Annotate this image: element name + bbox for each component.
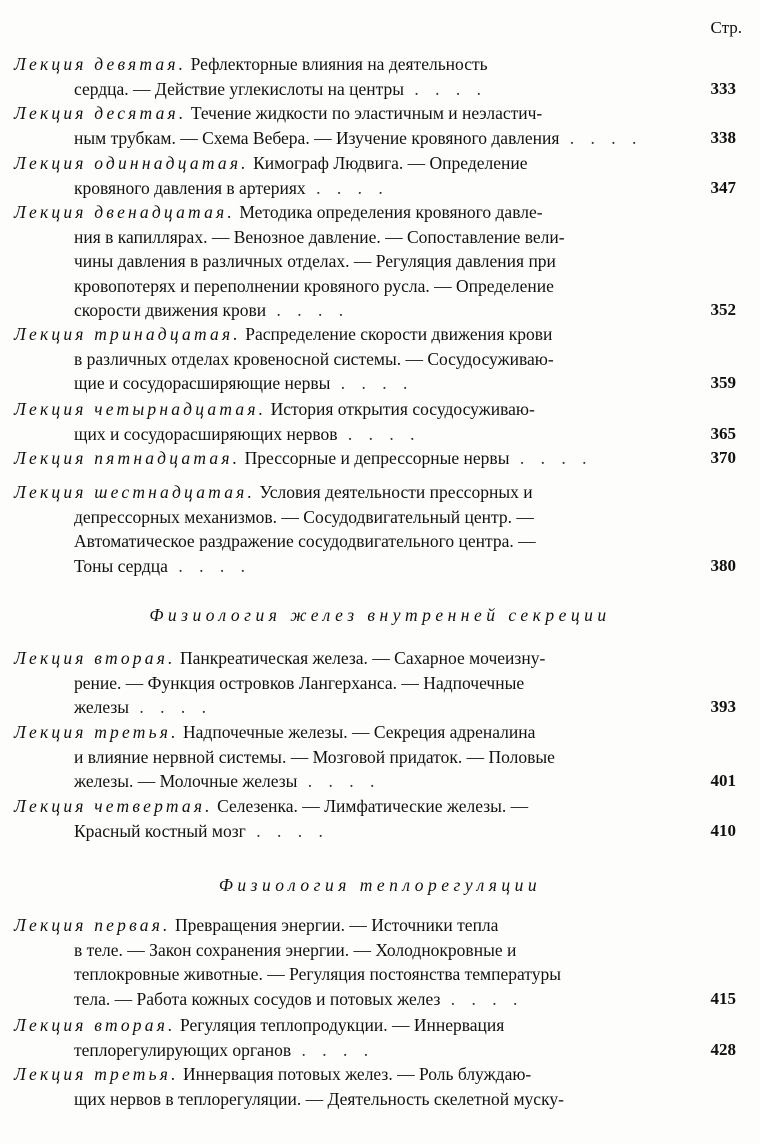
lecture-topics: Течение жидкости по эластичным и неэластич-: [186, 103, 543, 123]
toc-line: [74, 225, 565, 249]
toc-line: [14, 52, 488, 76]
lecture-topics: кровопотерях и переполнении кровяного русла. — Определение: [74, 275, 554, 296]
page-number: 347: [710, 177, 736, 197]
toc-line: [74, 695, 212, 719]
toc-line: [74, 505, 534, 529]
lecture-topics: Условия деятельности прессорных и: [255, 482, 533, 502]
toc-line: [14, 913, 498, 937]
lecture-topics: сердца. — Действие углекислоты на центры: [74, 78, 404, 99]
leader-dots: . . . .: [403, 78, 487, 99]
lecture-topics: рение. — Функция островков Лангерханса. — Надпочечные: [74, 672, 525, 693]
lecture-topics: История открытия сосудосуживаю-: [266, 399, 535, 419]
toc-line: [74, 371, 413, 395]
lecture-topics: щих нервов в теплорегуляции. — Деятельность скелетной муску-: [74, 1088, 564, 1109]
lecture-topics: Красный костный мозг: [74, 820, 246, 841]
lecture-topics: чины давления в различных отделах. — Регуляция давления при: [74, 251, 556, 272]
leader-dots: . . . .: [245, 820, 329, 841]
toc-line: [14, 397, 535, 421]
page-number: 352: [710, 300, 736, 320]
leader-dots: . . . .: [266, 300, 350, 321]
toc-line: [74, 1038, 374, 1062]
toc-line: [14, 646, 545, 670]
lecture-topics: депрессорных механизмов. — Сосудодвигательный центр. —: [74, 506, 534, 527]
toc-line: [74, 819, 329, 843]
lecture-topics: Прессорные и депрессорные нервы: [240, 448, 510, 468]
toc-line: [14, 151, 528, 175]
lecture-label: Лекция девятая.: [14, 54, 187, 74]
toc-line: [74, 422, 421, 446]
toc-line: [14, 794, 528, 818]
lecture-topics: скорости движения крови: [74, 300, 267, 321]
lecture-label: Лекция пятнадцатая.: [14, 448, 241, 468]
lecture-topics: теплорегулирующих органов: [74, 1039, 292, 1060]
page-number: 410: [710, 820, 736, 840]
lecture-topics: Методика определения кровяного давле-: [234, 202, 543, 222]
leader-dots: . . . .: [337, 423, 421, 444]
lecture-label: Лекция двенадцатая.: [14, 202, 235, 222]
leader-dots: . . . .: [291, 1039, 375, 1060]
lecture-topics: ния в капиллярах. — Венозное давление. — Сопоставление вели-: [74, 226, 565, 247]
toc-line: [14, 1013, 504, 1037]
toc-line: [74, 249, 556, 273]
toc-line: [74, 529, 536, 553]
lecture-topics: ным трубкам. — Схема Вебера. — Изучение кровяного давления: [74, 127, 560, 148]
lecture-label: Лекция тринадцатая.: [14, 324, 241, 344]
leader-dots: . . . .: [330, 373, 414, 394]
lecture-topics: Панкреатическая железа. — Сахарное мочеизну-: [175, 648, 546, 668]
leader-dots: . . . .: [559, 127, 643, 148]
page-column-label: Стр.: [710, 18, 742, 37]
lecture-topics: Иннервация потовых желез. — Роль блуждаю-: [178, 1064, 532, 1084]
leader-dots: . . . .: [509, 448, 593, 468]
toc-line: [74, 347, 554, 371]
lecture-topics: Превращения энергии. — Источники тепла: [170, 915, 499, 935]
page-number: 401: [710, 771, 736, 791]
toc-line: [74, 77, 487, 101]
lecture-topics: тела. — Работа кожных сосудов и потовых желез: [74, 988, 441, 1009]
lecture-label: Лекция вторая.: [14, 1015, 176, 1035]
page-number: 380: [710, 555, 736, 575]
lecture-label: Лекция одиннадцатая.: [14, 153, 249, 173]
page-number: 333: [710, 78, 736, 98]
toc-line: [74, 274, 554, 298]
leader-dots: . . . .: [305, 177, 389, 198]
lecture-label: Лекция третья.: [14, 1064, 179, 1084]
page-number: 393: [710, 697, 736, 717]
lecture-topics: Распределение скорости движения крови: [240, 324, 553, 344]
lecture-topics: Тоны сердца: [74, 555, 168, 576]
toc-line: [74, 962, 561, 986]
lecture-topics: Регуляция теплопродукции. — Иннервация: [175, 1015, 505, 1035]
lecture-topics: Рефлекторные влияния на деятельность: [186, 54, 488, 74]
toc-line: [74, 987, 523, 1011]
lecture-topics: Кимограф Людвига. — Определение: [248, 153, 528, 173]
section-title: Физиология теплорегуляции: [218, 875, 542, 895]
lecture-topics: теплокровные животные. — Регуляция постоянства температуры: [74, 964, 561, 985]
lecture-topics: Надпочечные железы. — Секреция адреналина: [178, 722, 536, 742]
toc-line: [74, 745, 555, 769]
page-number: 370: [710, 448, 736, 467]
toc-line: [74, 938, 516, 962]
lecture-topics: кровяного давления в артериях: [74, 177, 306, 198]
toc-line: [14, 101, 542, 125]
toc-line: [74, 769, 380, 793]
toc-line: [74, 1087, 564, 1111]
toc-line: [74, 554, 251, 578]
section-title: Физиология желез внутренней секреции: [149, 605, 611, 625]
page-number: 415: [710, 988, 736, 1008]
toc-line: [74, 671, 524, 695]
toc-line: [74, 298, 349, 322]
lecture-label: Лекция четырнадцатая.: [14, 399, 267, 419]
toc-line: [14, 446, 592, 470]
lecture-topics: железы. — Молочные железы: [74, 771, 298, 792]
leader-dots: . . . .: [129, 697, 213, 718]
toc-line: [14, 480, 533, 504]
leader-dots: . . . .: [440, 988, 524, 1009]
lecture-label: Лекция четвертая.: [14, 796, 213, 816]
lecture-topics: щие и сосудорасширяющие нервы: [74, 373, 331, 394]
lecture-label: Лекция третья.: [14, 722, 179, 742]
lecture-topics: в различных отделах кровеносной системы. — Сосудосуживаю-: [74, 348, 554, 369]
lecture-topics: железы: [74, 697, 130, 718]
lecture-label: Лекция первая.: [14, 915, 171, 935]
lecture-label: Лекция десятая.: [14, 103, 187, 123]
lecture-label: Лекция вторая.: [14, 648, 176, 668]
leader-dots: . . . .: [297, 771, 381, 792]
toc-line: [14, 200, 543, 224]
page-number: 428: [710, 1039, 736, 1059]
page-number: 359: [710, 373, 736, 393]
toc-line: [14, 322, 552, 346]
page-number: 338: [710, 127, 736, 147]
page-number: 365: [710, 423, 736, 443]
toc-line: [74, 176, 389, 200]
toc-line: [74, 126, 642, 150]
lecture-topics: Селезенка. — Лимфатические железы. —: [212, 796, 529, 816]
lecture-topics: и влияние нервной системы. — Мозговой придаток. — Половые: [74, 746, 555, 767]
lecture-topics: Автоматическое раздражение сосудодвигательного центра. —: [74, 531, 536, 552]
lecture-topics: в теле. — Закон сохранения энергии. — Холоднокровные и: [74, 939, 517, 960]
lecture-label: Лекция шестнадцатая.: [14, 482, 256, 502]
lecture-topics: щих и сосудорасширяющих нервов: [74, 423, 338, 444]
leader-dots: . . . .: [167, 555, 251, 576]
toc-line: [14, 1062, 531, 1086]
toc-line: [14, 720, 535, 744]
